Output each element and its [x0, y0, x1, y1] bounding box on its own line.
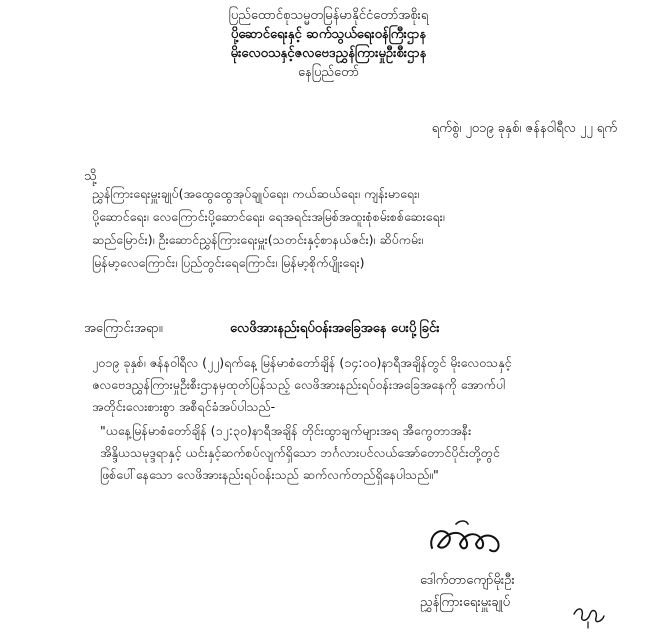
body-paragraph	[92, 352, 652, 418]
recipient-line: ညွှန်ကြားရေးမှူးချုပ်(အထွေထွေအုပ်ချုပ်ရေး၊ ကယ်ဆယ်ရေး၊ ကျန်းမာရေး၊	[92, 186, 420, 201]
recipient-line: ပို့ဆောင်ရေး၊ လေကြောင်းပို့ဆောင်ရေး၊ ရေအရင်းအမြစ်အထူးစုံစမ်းစစ်ဆေးရေး၊	[92, 209, 445, 224]
signer-name: ဒေါက်တာကျော်မိုးဦး	[420, 573, 515, 588]
letterhead	[0, 6, 657, 82]
body-line: ဇလဗေဒညွှန်ကြားမှုဦးစီးဌာနမှထုတ်ပြန်သည့် လေဖိအားနည်းရပ်ဝန်းအခြေအနေကို အောက်ပါ	[92, 377, 506, 392]
quoted-bulletin	[100, 420, 652, 486]
handwritten-initials	[570, 600, 610, 630]
letter-date: ရက်စွဲ၊ ၂၀၁၉ ခုနှစ်၊ ဇန်နဝါရီလ ၂၂ ရက်	[431, 121, 617, 136]
letterhead-city: နေပြည်တော်	[297, 65, 359, 80]
letterhead-ministry: ပို့ဆောင်ရေးနှင့် ဆက်သွယ်ရေးဝန်ကြီးဌာန	[230, 27, 427, 42]
signer-title: ညွှန်ကြားရေးမှူးချုပ်	[420, 595, 511, 610]
recipient-line: မြန်မာ့လေကြောင်း၊ ပြည်တွင်းရေကြောင်း၊ မြန်မာ့စိုက်ပျိုးရေး)	[92, 255, 365, 270]
quote-line: အိန္ဒိယသမုဒ္ဒရာနှင့် ယင်းနှင့်ဆက်စပ်လျက်ရှိသော ဘင်္ဂလားပင်လယ်အော်တောင်ပိုင်းတို့တွင်	[100, 445, 500, 460]
subject-text: လေဖိအားနည်းရပ်ဝန်းအခြေအနေ ပေးပို့ခြင်း	[230, 321, 440, 336]
recipient-list	[92, 182, 652, 274]
body-line: ၂၀၁၉ ခုနှစ်၊ ဇန်နဝါရီလ (၂၂)ရက်နေ့ မြန်မာစံတော်ချိန် (၁၄:၀၀)နာရီအချိန်တွင် မိုးလေဝသနှင့်	[92, 355, 512, 370]
letterhead-government: ပြည်ထောင်စုသမ္မတမြန်မာနိုင်ငံတော်အစိုးရ	[228, 8, 429, 23]
body-line: အတိုင်းလေးစားစွာ အစီရင်ခံအပ်ပါသည်-	[92, 399, 276, 414]
recipient-line: ဆည်မြောင်း)၊ ဦးဆောင်ညွှန်ကြားရေးမှူး(သတင်းနှင့်စာနယ်ဇင်း)၊ ဆိပ်ကမ်း၊	[92, 232, 424, 247]
letterhead-department: မိုးလေဝသနှင့်ဇလဗေဒညွှန်ကြားမှုဦးစီးဌာန	[230, 46, 427, 61]
handwritten-signature	[426, 518, 506, 560]
quote-line: ဖြစ်ပေါ်နေသော လေဖိအားနည်းရပ်ဝန်းသည် ဆက်လက်တည်ရှိနေပါသည်။"	[100, 467, 439, 482]
subject-label: အကြောင်းအရာ။	[84, 321, 163, 336]
to-label: သို့	[84, 169, 97, 184]
quote-line: "ယနေ့မြန်မာစံတော်ချိန် (၁၂:၃၀)နာရီအချိန် တိုင်းထွာချက်များအရ အီကွေတာအနီး	[100, 423, 472, 438]
